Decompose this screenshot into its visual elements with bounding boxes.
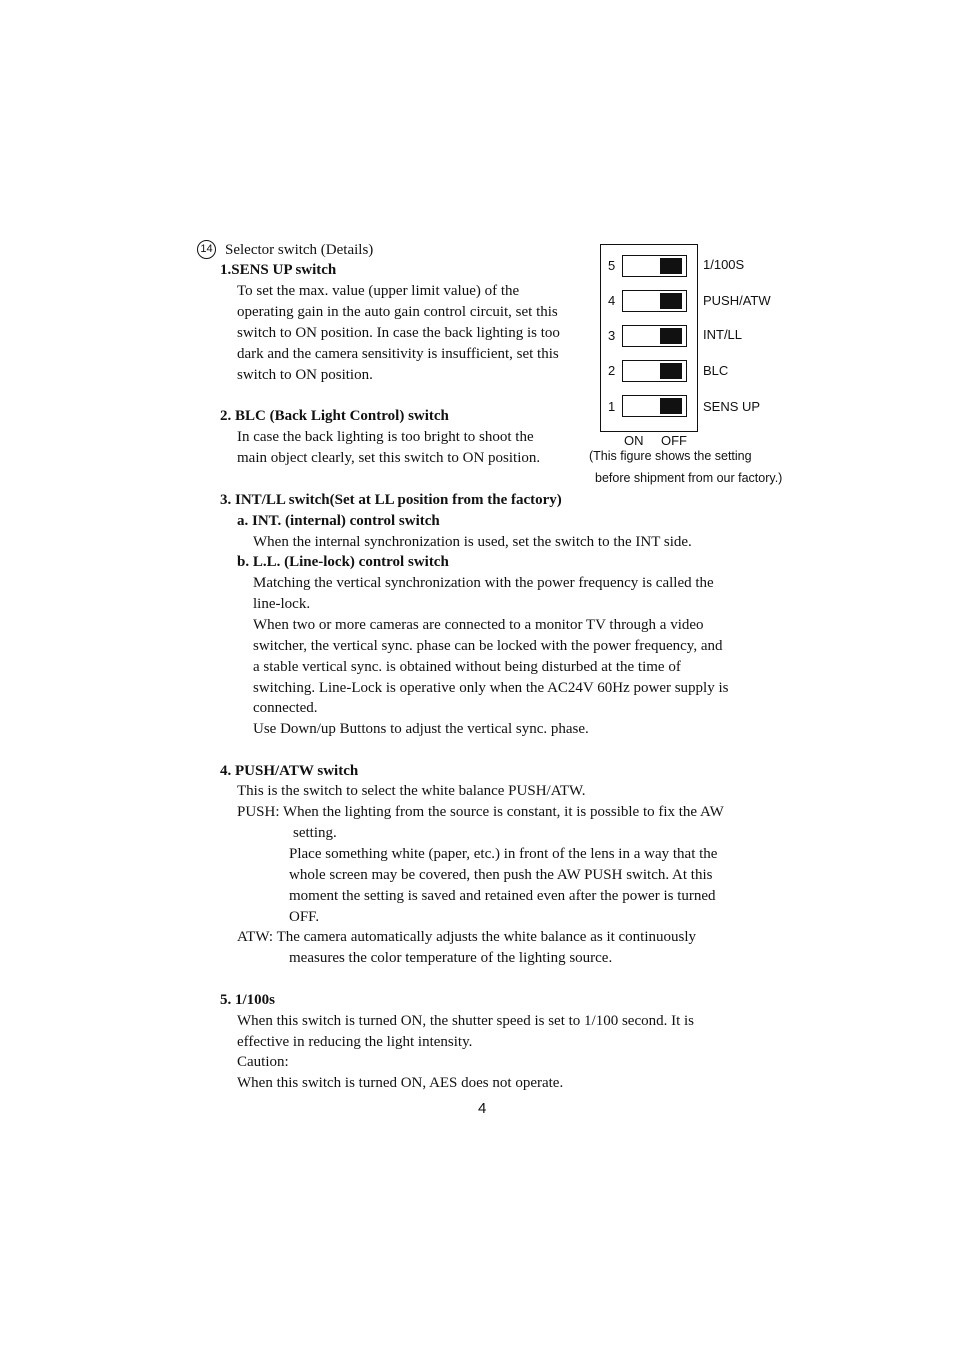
sens-up-line: dark and the camera sensitivity is insufficient, set this bbox=[237, 346, 559, 362]
section-number-badge: 14 bbox=[197, 240, 216, 259]
figure-caption: before shipment from our factory.) bbox=[595, 471, 783, 485]
ll-line: Matching the vertical synchronization with the power frequency is called the bbox=[253, 575, 714, 591]
shutter-line: effective in reducing the light intensity. bbox=[237, 1034, 473, 1050]
switch-label: 1/100S bbox=[703, 257, 745, 272]
switch-knob bbox=[660, 398, 682, 414]
ll-line: switcher, the vertical sync. phase can be locked with the power frequency, and bbox=[253, 638, 723, 654]
push-line: moment the setting is saved and retained even after the power is turned bbox=[289, 888, 716, 904]
switch-knob bbox=[660, 328, 682, 344]
switch-knob bbox=[660, 293, 682, 309]
switch-slot-2 bbox=[622, 360, 687, 382]
switch-knob bbox=[660, 258, 682, 274]
sens-up-line: switch to ON position. In case the back lighting is too bbox=[237, 325, 560, 341]
int-subheading: a. INT. (internal) control switch bbox=[237, 513, 440, 529]
pushatw-heading: 4. PUSH/ATW switch bbox=[220, 763, 359, 779]
push-line: whole screen may be covered, then push the AW PUSH switch. At this bbox=[289, 867, 713, 883]
shutter-line: When this switch is turned ON, AES does not operate. bbox=[237, 1075, 564, 1091]
switch-knob bbox=[660, 363, 682, 379]
blc-heading: 2. BLC (Back Light Control) switch bbox=[220, 408, 449, 424]
ll-line: a stable vertical sync. is obtained without being disturbed at the time of bbox=[253, 659, 681, 675]
push-line: PUSH: When the lighting from the source is constant, it is possible to fix the AW bbox=[237, 804, 724, 820]
switch-number: 5 bbox=[608, 258, 616, 273]
push-line: setting. bbox=[293, 825, 337, 841]
switch-label: SENS UP bbox=[703, 399, 761, 414]
ll-subheading: b. L.L. (Line-lock) control switch bbox=[237, 554, 449, 570]
atw-line: measures the color temperature of the lighting source. bbox=[289, 950, 613, 966]
page-number: 4 bbox=[478, 1100, 487, 1117]
switch-number: 1 bbox=[608, 399, 616, 414]
blc-line: In case the back lighting is too bright to shoot the bbox=[237, 429, 534, 445]
shutter-line: When this switch is turned ON, the shutter speed is set to 1/100 second. It is bbox=[237, 1013, 695, 1029]
switch-label: PUSH/ATW bbox=[703, 293, 771, 308]
off-label: OFF bbox=[661, 433, 687, 448]
switch-slot-1 bbox=[622, 395, 687, 417]
intll-heading: 3. INT/LL switch(Set at LL position from the factory) bbox=[220, 492, 562, 508]
switch-slot-3 bbox=[622, 325, 687, 347]
switch-label: BLC bbox=[703, 363, 729, 378]
dip-switch-figure bbox=[600, 244, 698, 432]
switch-label: INT/LL bbox=[703, 327, 743, 342]
ll-line: connected. bbox=[253, 700, 318, 716]
int-text: When the internal synchronization is used, set the switch to the INT side. bbox=[253, 534, 692, 550]
blc-line: main object clearly, set this switch to ON position. bbox=[237, 450, 541, 466]
sens-up-line: switch to ON position. bbox=[237, 367, 373, 383]
figure-caption: (This figure shows the setting bbox=[589, 449, 752, 463]
ll-line: line-lock. bbox=[253, 596, 311, 612]
push-line: Place something white (paper, etc.) in front of the lens in a way that the bbox=[289, 846, 718, 862]
on-label: ON bbox=[624, 433, 644, 448]
switch-number: 3 bbox=[608, 328, 616, 343]
sens-up-line: operating gain in the auto gain control circuit, set this bbox=[237, 304, 558, 320]
switch-slot-4 bbox=[622, 290, 687, 312]
atw-line: ATW: The camera automatically adjusts the white balance as it continuously bbox=[237, 929, 697, 945]
ll-line: switching. Line-Lock is operative only when the AC24V 60Hz power supply is bbox=[253, 680, 729, 696]
sens-up-line: To set the max. value (upper limit value) of the bbox=[237, 283, 520, 299]
shutter-line: Caution: bbox=[237, 1054, 289, 1070]
push-line: OFF. bbox=[289, 909, 320, 925]
ll-line: Use Down/up Buttons to adjust the vertical sync. phase. bbox=[253, 721, 589, 737]
sens-up-heading: 1.SENS UP switch bbox=[220, 262, 337, 278]
ll-line: When two or more cameras are connected to a monitor TV through a video bbox=[253, 617, 704, 633]
switch-slot-5 bbox=[622, 255, 687, 277]
switch-number: 2 bbox=[608, 363, 616, 378]
section-title: Selector switch (Details) bbox=[225, 242, 374, 258]
pushatw-intro: This is the switch to select the white balance PUSH/ATW. bbox=[237, 783, 586, 799]
shutter-heading: 5. 1/100s bbox=[220, 992, 276, 1008]
switch-number: 4 bbox=[608, 293, 616, 308]
